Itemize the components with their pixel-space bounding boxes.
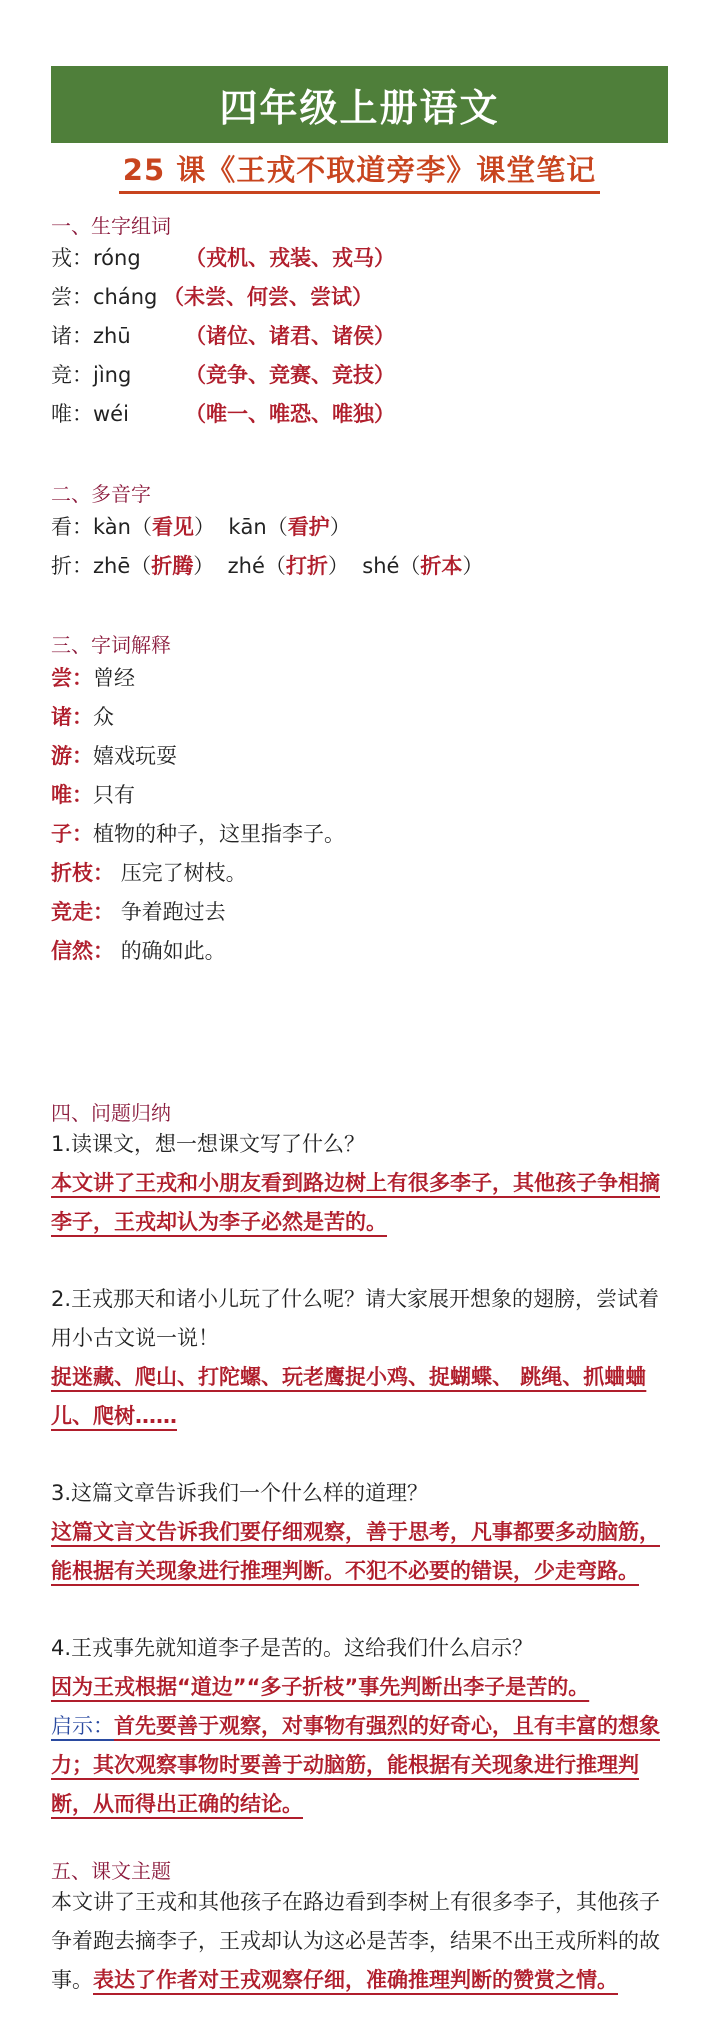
- vocab-char: 竞：: [51, 363, 93, 387]
- vocab-row: [51, 362, 395, 388]
- polyphone-word: 看见: [151, 515, 194, 539]
- polyphone-pinyin: shé: [362, 554, 400, 578]
- definition-term: 折枝：: [51, 861, 114, 885]
- question-4: 4.王戎事先就知道李子是苦的。这给我们什么启示？: [51, 1636, 534, 1660]
- theme-emphasis: 表达了作者对王戎观察仔细，准确推理判断的赞赏之情。: [93, 1968, 618, 1992]
- definition-row: [51, 704, 114, 730]
- theme-paragraph: [51, 1883, 671, 2000]
- answer-2: 捉迷藏、爬山、打陀螺、玩老鹰捉小鸡、捉蝴蝶、 跳绳、抓蛐蛐儿、爬树……: [51, 1365, 647, 1428]
- section-heading-definitions: 三、字词解释: [51, 633, 171, 657]
- definition-term: 唯：: [51, 783, 93, 807]
- polyphone-word: 看护: [287, 515, 330, 539]
- definition-row: [51, 821, 345, 847]
- definition-meaning: 众: [93, 705, 114, 729]
- definition-meaning: 争着跑过去: [120, 900, 226, 924]
- definition-row: [51, 860, 247, 886]
- polyphone-word: 折本: [420, 554, 463, 578]
- definition-term: 诸：: [51, 705, 93, 729]
- vocab-pinyin: wéi: [93, 402, 129, 426]
- question-1: 1.读课文，想一想课文写了什么？: [51, 1132, 366, 1156]
- definition-meaning: 植物的种子，这里指李子。: [93, 822, 345, 846]
- vocab-char: 唯：: [51, 402, 93, 426]
- answer-4-hint: [51, 1707, 671, 1824]
- subtitle-wrap: [0, 148, 719, 194]
- definition-term: 信然：: [51, 939, 114, 963]
- vocab-row: [51, 401, 395, 427]
- definition-meaning: 的确如此。: [120, 939, 226, 963]
- polyphone-word: 折腾: [151, 554, 194, 578]
- definition-meaning: 只有: [93, 783, 135, 807]
- definition-row: [51, 782, 135, 808]
- polyphone-pinyin: zhé: [227, 554, 265, 578]
- title-banner: [51, 66, 668, 143]
- definition-meaning: 曾经: [93, 666, 135, 690]
- question-2: 2.王戎那天和诸小儿玩了什么呢？请大家展开想象的翅膀，尝试着用小古文说一说！: [51, 1287, 660, 1350]
- question-3: 3.这篇文章告诉我们一个什么样的道理？: [51, 1481, 429, 1505]
- definition-row: [51, 665, 135, 691]
- definition-row: [51, 743, 177, 769]
- vocab-words: （竞争、竞赛、竞技）: [185, 363, 395, 387]
- vocab-char: 戎：: [51, 246, 93, 270]
- vocab-pinyin: jìng: [93, 363, 132, 387]
- definition-meaning: 压完了树枝。: [120, 861, 247, 885]
- definition-term: 尝：: [51, 666, 93, 690]
- section-heading-theme: 五、课文主题: [51, 1859, 171, 1883]
- vocab-words: （未尝、何尝、尝试）: [163, 285, 373, 309]
- hint-label: 启示：: [51, 1714, 114, 1738]
- vocab-words: （诸位、诸君、诸侯）: [185, 324, 395, 348]
- vocab-words: （唯一、唯恐、唯独）: [185, 402, 395, 426]
- answer-1: 本文讲了王戎和小朋友看到路边树上有很多李子，其他孩子争相摘李子，王戎却认为李子必然是苦的。: [51, 1171, 660, 1234]
- vocab-row: [51, 323, 395, 349]
- hint-text: 首先要善于观察，对事物有强烈的好奇心，且有丰富的想象力；其次观察事物时要善于动脑筋，能根据有关现象进行推理判断，从而得出正确的结论。: [51, 1714, 660, 1816]
- answer-3: 这篇文言文告诉我们要仔细观察，善于思考，凡事都要多动脑筋，能根据有关现象进行推理判断。不犯不必要的错误，少走弯路。: [51, 1520, 660, 1583]
- polyphone-row: 折：zhē（折腾） zhé（打折） shé（折本）: [51, 554, 484, 578]
- polyphone-pinyin: zhē: [93, 554, 131, 578]
- definition-term: 子：: [51, 822, 93, 846]
- polyphone-char: 看：: [51, 515, 93, 539]
- vocab-pinyin: róng: [93, 246, 141, 270]
- vocab-pinyin: cháng: [93, 285, 158, 309]
- definition-term: 竞走：: [51, 900, 114, 924]
- polyphone-pinyin: kān: [228, 515, 267, 539]
- vocab-char: 尝：: [51, 285, 93, 309]
- definition-meaning: 嬉戏玩耍: [93, 744, 177, 768]
- section-heading-polyphone: 二、多音字: [51, 482, 151, 506]
- definition-term: 游：: [51, 744, 93, 768]
- polyphone-char: 折：: [51, 554, 93, 578]
- vocab-pinyin: zhū: [93, 324, 131, 348]
- polyphone-pinyin: kàn: [93, 515, 131, 539]
- page-title: 四年级上册语文: [219, 86, 500, 130]
- theme-text: 本文讲了王戎和其他孩子在路边看到李树上有很多李子，其他孩子争着跑去摘李子，王戎却认为这必是苦李，结果不出王戎所料的故事。: [51, 1890, 660, 1992]
- answer-4: 因为王戎根据“道边”“多子折枝”事先判断出李子是苦的。: [51, 1675, 590, 1699]
- vocab-row: [51, 245, 395, 271]
- section-heading-questions: 四、问题归纳: [51, 1101, 171, 1125]
- vocab-row: [51, 284, 373, 310]
- vocab-char: 诸：: [51, 324, 93, 348]
- section-heading-vocab: 一、生字组词: [51, 214, 171, 238]
- polyphone-word: 打折: [285, 554, 328, 578]
- definition-row: [51, 899, 226, 925]
- page-subtitle: 25 课《王戎不取道旁李》课堂笔记: [119, 148, 600, 194]
- polyphone-row: 看：kàn（看见） kān（看护）: [51, 515, 351, 539]
- vocab-words: （戎机、戎装、戎马）: [185, 246, 395, 270]
- definition-row: [51, 938, 226, 964]
